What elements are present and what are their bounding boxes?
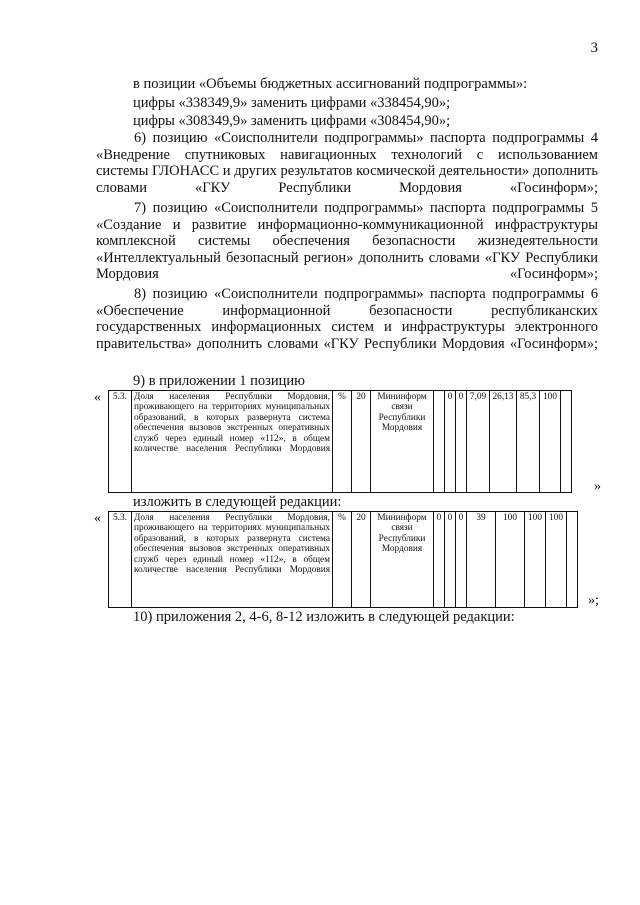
indicator-table-old (108, 390, 572, 493)
cell-desc: Доля населения Республики Мордовия, проживающего на территориях муниципальных образований, в которых развернута система обеспечения вызовов экстренных оперативных служб через единый номер «112», в общем количестве населения Республики Мордовия (132, 512, 333, 608)
cell-code: 20 (352, 391, 371, 493)
quote-close-2: »; (588, 593, 599, 608)
cell-v1 (434, 391, 445, 493)
cell-org: Мининформ связи Республики Мордовия (371, 391, 434, 493)
quote-open-1: « (94, 390, 101, 405)
cell-v8 (561, 391, 572, 493)
paragraph-item-6: 6) позицию «Соисполнители подпрограммы» паспорта подпрограммы 4 «Внедрение спутниковых навигационных технологий с использованием системы ГЛОНАСС и других результатов космической деятельности» дополнить словами «ГКУ Республики Мордовия «Госинформ»; (96, 130, 598, 196)
paragraph-item-9: 9) в приложении 1 позицию (133, 373, 305, 389)
cell-v7: 100 (546, 512, 567, 608)
cell-v4: 39 (467, 512, 496, 608)
paragraph-item-10: 10) приложения 2, 4-6, 8-12 изложить в следующей редакции: (133, 609, 515, 625)
table-row (109, 512, 578, 608)
cell-v3: 0 (456, 391, 467, 493)
cell-v3: 0 (456, 512, 467, 608)
cell-v1: 0 (434, 512, 445, 608)
cell-org: Мининформ связи Республики Мордовия (371, 512, 434, 608)
table-row (109, 391, 572, 493)
cell-v5: 100 (496, 512, 525, 608)
cell-v6: 85,3 (517, 391, 540, 493)
paragraph-figures-1: цифры «338349,9» заменить цифрами «338454,90»; (133, 95, 451, 111)
paragraph-item-8: 8) позицию «Соисполнители подпрограммы» паспорта подпрограммы 6 «Обеспечение информационной безопасности республиканских государственных информационных систем и инфраструктуры электронного правительства» дополнить словами «ГКУ Республики Мордовия «Госинформ»; (96, 286, 598, 352)
cell-unit: % (333, 391, 352, 493)
cell-unit: % (333, 512, 352, 608)
paragraph-figures-2: цифры «308349,9» заменить цифрами «308454,90»; (133, 113, 451, 129)
page-number: 3 (590, 40, 598, 56)
cell-v2: 0 (445, 512, 456, 608)
cell-desc: Доля населения Республики Мордовия, проживающего на территориях муниципальных образований, в которых развернута система обеспечения вызовов экстренных оперативных служб через единый номер «112», в общем количестве населения Республики Мордовия (132, 391, 333, 493)
cell-code: 20 (352, 512, 371, 608)
cell-v8 (567, 512, 578, 608)
cell-v6: 100 (525, 512, 546, 608)
cell-v2: 0 (445, 391, 456, 493)
paragraph-item-7: 7) позицию «Соисполнители подпрограммы» паспорта подпрограммы 5 «Создание и развитие информационно-коммуникационной инфраструктуры комплексной системы обеспечения безопасности жизнедеятельности «Интеллектуальный безопасный регион» дополнить словами «ГКУ Республики Мордовия «Госинформ»; (96, 200, 598, 283)
cell-num: 5.3. (109, 391, 132, 493)
cell-num: 5.3. (109, 512, 132, 608)
paragraph-allocations: в позиции «Объемы бюджетных ассигнований подпрограммы»: (133, 76, 528, 92)
cell-v7: 100 (540, 391, 561, 493)
cell-v5: 26,13 (490, 391, 517, 493)
paragraph-new-edition: изложить в следующей редакции: (133, 494, 342, 510)
indicator-table-new (108, 511, 578, 608)
quote-close-1: » (594, 479, 601, 494)
cell-v4: 7,09 (467, 391, 490, 493)
quote-open-2: « (94, 511, 101, 526)
